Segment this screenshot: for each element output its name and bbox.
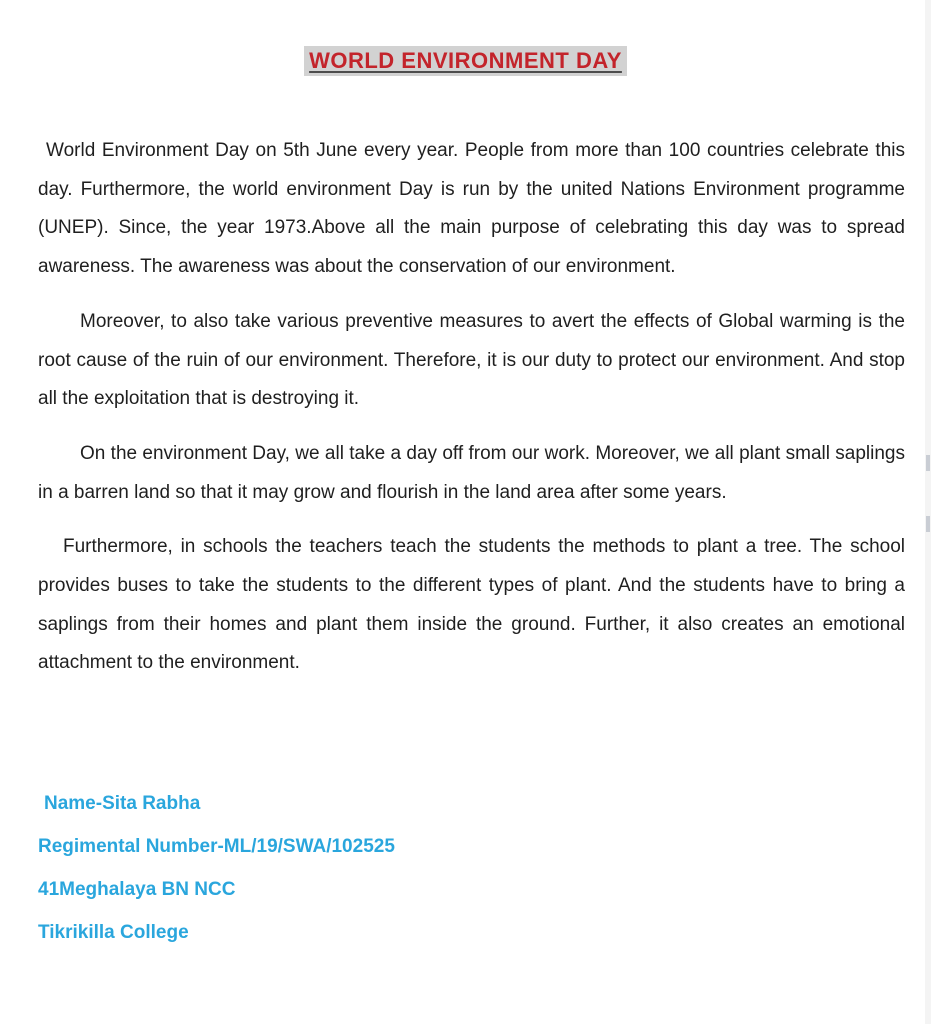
signature-college: Tikrikilla College	[38, 922, 189, 943]
essay-paragraph-1: World Environment Day on 5th June every year. People from more than 100 countries celebrate this day. Furthermore, the world environment Day is run by the united Nations Environment programme (UNEP). Since, the year 1973.Above all the main purpose of celebrating this day was to spread awareness. The awareness was about the conservation of our environment.	[38, 140, 905, 278]
document-title: WORLD ENVIRONMENT DAY	[304, 46, 627, 76]
essay-body	[0, 132, 931, 683]
signature-block	[38, 782, 395, 954]
signature-regimental-number: Regimental Number-ML/19/SWA/102525	[38, 836, 395, 857]
title-row	[0, 0, 931, 76]
signature-unit: 41Meghalaya BN NCC	[38, 879, 236, 900]
page-edge-artifact	[925, 0, 931, 1024]
essay-paragraph-3: On the environment Day, we all take a day off from our work. Moreover, we all plant small saplings in a barren land so that it may grow and flourish in the land area after some years.	[38, 442, 905, 503]
essay-paragraph-2: Moreover, to also take various preventive measures to avert the effects of Global warming is the root cause of the ruin of our environment. Therefore, it is our duty to protect our environment. And stop all the exploitation that is destroying it.	[38, 310, 905, 410]
signature-name: Name-Sita Rabha	[44, 793, 201, 814]
essay-paragraph-4: Furthermore, in schools the teachers teach the students the methods to plant a tree. The school provides buses to take the students to the different types of plant. And the students have to bring a saplings from their homes and plant them inside the ground. Further, it also creates an emotional attachment to the environment.	[38, 536, 905, 674]
